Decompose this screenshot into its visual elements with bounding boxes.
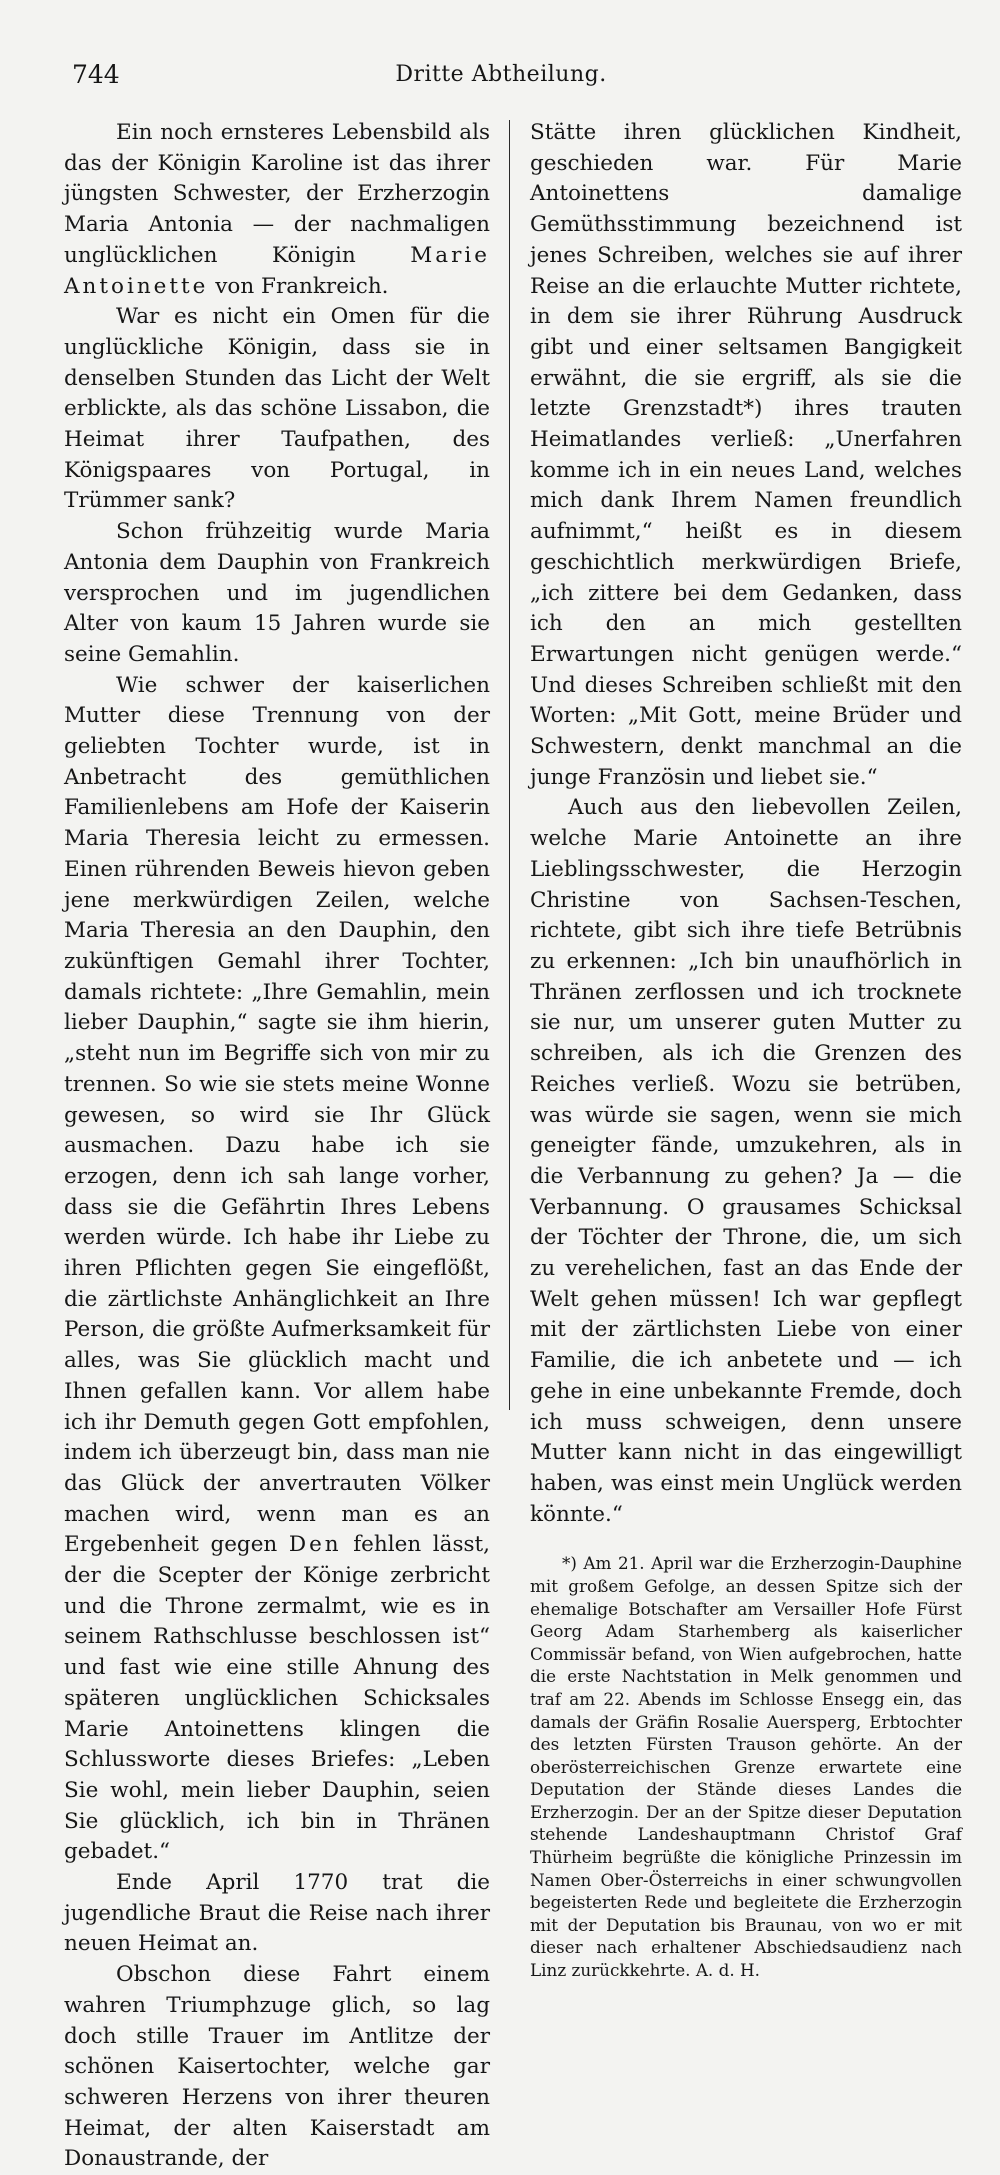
paragraph	[64, 118, 490, 302]
paragraph	[64, 671, 490, 1868]
footnote: *) Am 21. April war die Erzherzogin-Dauphine mit großem Gefolge, an dessen Spitze sich der ehemalige Botschafter am Versailler Hofe Fürst Georg Adam Starhemberg als kaiserlicher Commissär befand, von Wien aufgebrochen, hatte die erste Nachtstation in Melk genommen und traf am 22. Abends im Schlosse Ensegg ein, das damals der Gräfin Rosalie Auersperg, Erbtochter des letzten Fürsten Trauson gehörte. An der oberösterreichischen Grenze erwartete eine Deputation der Stände dieses Landes die Erzherzogin. Der an der Spitze dieser Deputation stehende Landeshauptmann Christof Graf Thürheim begrüßte die königliche Prinzessin im Namen Ober-Österreichs in einer schwungvollen begeisterten Rede und begleitete die Erzherzogin mit der Deputation bis Braunau, von wo er mit dieser nach erhaltener Abschiedsaudienz nach Linz zurückkehrte. A. d. H.	[530, 1553, 962, 1981]
running-title: Dritte Abtheilung.	[395, 62, 607, 87]
text-segment: Wie schwer der kaiserlichen Mutter diese Trennung von der geliebten Tochter wurde, ist in Anbetracht des gemüthlichen Familienlebens am Hofe der Kaiserin Maria Theresia leicht zu ermessen. Einen rührenden Beweis hievon geben jene merkwürdigen Zeilen, welche Maria Theresia an den Dauphin, den zukünftigen Gemahl ihrer Tochter, damals richtete: „Ihre Gemahlin, mein lieber Dauphin,“ sagte sie ihm hierin, „steht nun im Begriffe sich von mir zu trennen. So wie sie stets meine Wonne gewesen, so wird sie Ihr Glück ausmachen. Dazu habe ich sie erzogen, denn ich sah lange vorher, dass sie die Gefährtin Ihres Lebens werden würde. Ich habe ihr Liebe zu ihren Pflichten gegen Sie eingeflößt, die zärtlichste Anhänglichkeit an Ihre Person, die größte Aufmerksamkeit für alles, was Sie glücklich macht und Ihnen gefallen kann. Vor allem habe ich ihr Demuth gegen Gott empfohlen, indem ich überzeugt bin, dass man nie das Glück der anvertrauten Völker machen wird, wenn man es an Ergebenheit gegen	[64, 672, 490, 1558]
spaced-word: Den	[288, 1532, 342, 1558]
column-divider	[509, 120, 510, 1410]
paragraph: Ende April 1770 trat die jugendliche Braut die Reise nach ihrer neuen Heimat an.	[64, 1870, 490, 1957]
paragraph: Auch aus den liebevollen Zeilen, welche Marie Antoinette an ihre Lieblingsschwester, die Herzogin Christine von Sachsen-Teschen, richtete, gibt sich ihre tiefe Betrübnis zu erkennen: „Ich bin unaufhörlich in Thränen zerflossen und ich trocknete sie nur, um unserer guten Mutter zu schreiben, als ich die Grenzen des Reiches verließ. Wozu sie betrüben, was würde sie sagen, wenn sie mich geneigter fände, umzukehren, als in die Verbannung zu gehen? Ja — die Verbannung. O grausames Schicksal der Töchter der Throne, die, um sich zu verehelichen, fast an das Ende der Welt gehen müssen! Ich war gepflegt mit der zärtlichsten Liebe von einer Familie, die ich anbetete und — ich gehe in eine unbekannte Fremde, doch ich muss schweigen, denn unsere Mutter kann nicht in das eingewilligt haben, was einst mein Unglück werden könnte.“	[530, 795, 962, 1527]
paragraph: Schon frühzeitig wurde Maria Antonia dem Dauphin von Frankreich versprochen und im jugendlichen Alter von kaum 15 Jahren wurde sie seine Gemahlin.	[64, 519, 490, 667]
text-segment: fehlen lässt, der die Scepter der Könige zerbricht und die Throne zermalmt, wie es in seinem Rathschlusse beschlossen ist“ und fast wie eine stille Ahnung des späteren unglücklichen Schicksales Marie Antoinettens klingen die Schlussworte dieses Briefes: „Leben Sie wohl, mein lieber Dauphin, seien Sie glücklich, ich bin in Thränen gebadet.“	[64, 1532, 490, 1865]
paragraph: War es nicht ein Omen für die unglückliche Königin, dass sie in denselben Stunden das Licht der Welt erblickte, als das schöne Lissabon, die Heimat ihrer Taufpathen, des Königspaares von Portugal, in Trümmer sank?	[64, 304, 490, 514]
paragraph: Obschon diese Fahrt einem wahren Triumphzuge glich, so lag doch stille Trauer im Antlitze der schönen Kaisertochter, welche gar schweren Herzens von ihrer theuren Heimat, der alten Kaiserstadt am Donaustrande, der	[64, 1962, 490, 2172]
spaced-name: Marie Antoinette	[64, 242, 490, 299]
right-column	[530, 118, 962, 1982]
paragraph: Stätte ihren glücklichen Kindheit, geschieden war. Für Marie Antoinettens damalige Gemüthsstimmung bezeichnend ist jenes Schreiben, welches sie auf ihrer Reise an die erlauchte Mutter richtete, in dem sie ihrer Rührung Ausdruck gibt und einer seltsamen Bangigkeit erwähnt, die sie ergriff, als sie die letzte Grenzstadt*) ihres trauten Heimatlandes verließ: „Unerfahren komme ich in ein neues Land, welches mich dank Ihrem Namen freundlich aufnimmt,“ heißt es in diesem geschichtlich merkwürdigen Briefe, „ich zittere bei dem Gedanken, dass ich den an mich gestellten Erwartungen nicht genügen werde.“ Und dieses Schreiben schließt mit den Worten: „Mit Gott, meine Brüder und Schwestern, denkt manchmal an die junge Französin und liebet sie.“	[530, 120, 962, 790]
page-header	[72, 60, 930, 100]
text-segment: von Frankreich.	[208, 273, 389, 299]
text-segment: Ein noch ernsteres Lebensbild als das der Königin Karoline ist das ihrer jüngsten Schwester, der Erzherzogin Maria Antonia — der nachmaligen unglücklichen Königin	[64, 120, 490, 268]
page-number: 744	[72, 60, 120, 89]
left-column	[64, 118, 490, 2175]
